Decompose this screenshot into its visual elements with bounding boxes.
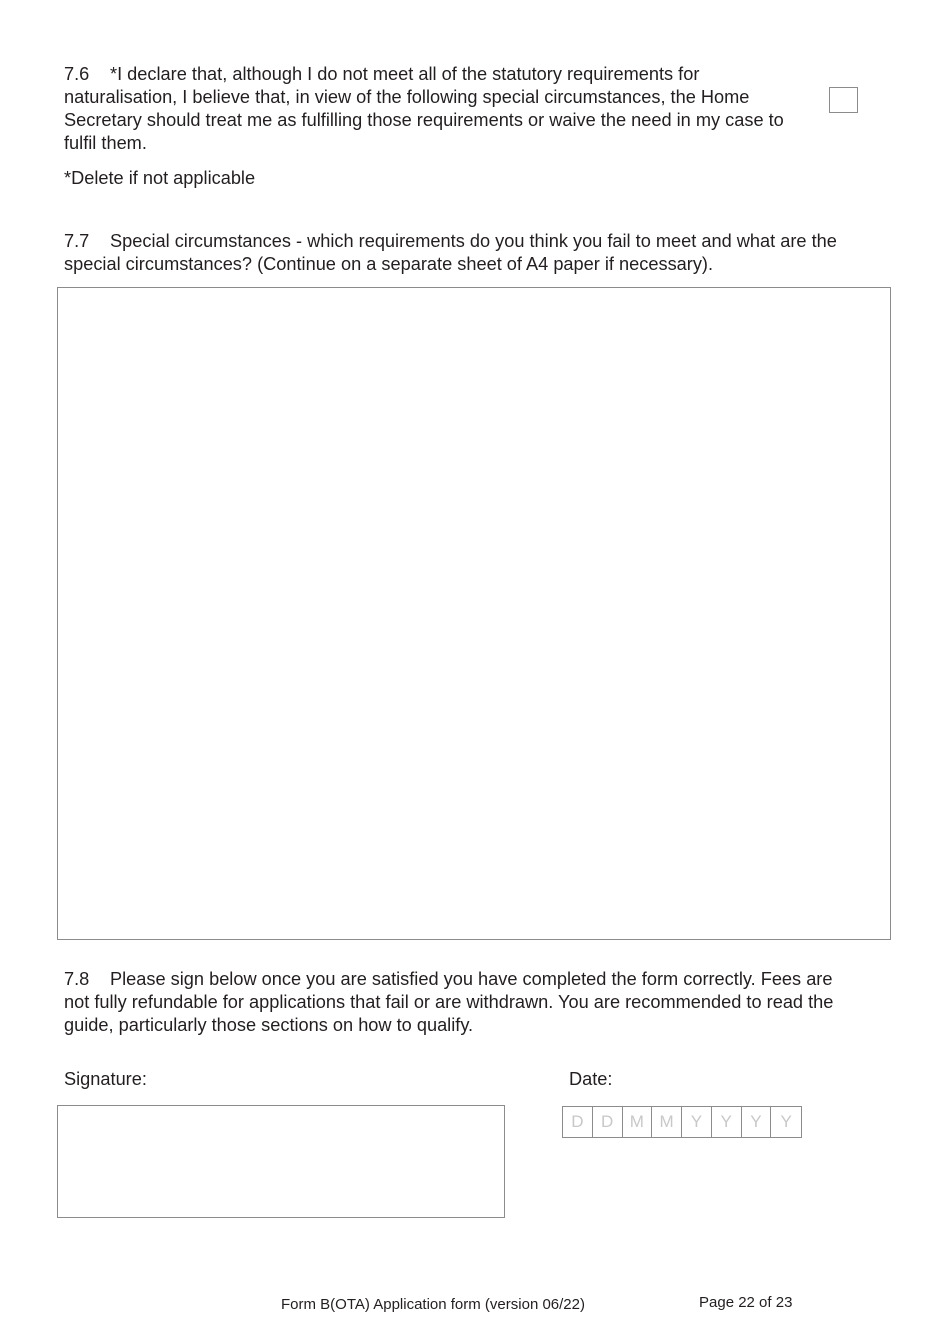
date-year-digit-2[interactable]: Y <box>712 1107 742 1137</box>
question-7-6-line-1: 7.6 *I declare that, although I do not meet all of the statutory requirements for <box>64 64 700 84</box>
question-7-7-line-1: 7.7 Special circumstances - which requirements do you think you fail to meet and what are the <box>64 231 837 251</box>
special-circumstances-field[interactable] <box>57 287 891 940</box>
question-7-6-line-3: Secretary should treat me as fulfilling those requirements or waive the need in my case to <box>64 110 784 130</box>
question-7-6-line-2: naturalisation, I believe that, in view of the following special circumstances, the Home <box>64 87 750 107</box>
date-year-digit-4[interactable]: Y <box>780 1112 792 1131</box>
question-7-8 <box>64 968 894 1037</box>
signature-field[interactable] <box>57 1105 505 1218</box>
date-month-digit-1[interactable]: M <box>623 1107 653 1137</box>
date-field[interactable] <box>562 1106 802 1138</box>
footer-form-name: Form B(OTA) Application form (version 06/22) <box>281 1296 585 1313</box>
question-7-7 <box>64 230 894 276</box>
question-number: 7.7 <box>64 231 90 251</box>
date-label: Date: <box>569 1069 613 1089</box>
date-year-digit-1[interactable]: Y <box>682 1107 712 1137</box>
delete-note: *Delete if not applicable <box>64 168 256 188</box>
date-day-digit-1[interactable]: D <box>563 1107 593 1137</box>
question-number: 7.8 <box>64 969 90 989</box>
question-7-8-line-1: 7.8 Please sign below once you are satisfied you have completed the form correctly. Fees are <box>64 969 833 989</box>
footer-page-number: Page 22 of 23 <box>699 1294 793 1311</box>
date-day-digit-2[interactable]: D <box>593 1107 623 1137</box>
question-number: 7.6 <box>64 64 90 84</box>
question-7-6-line-4: fulfil them. <box>64 133 147 153</box>
date-month-digit-2[interactable]: M <box>652 1107 682 1137</box>
question-7-8-line-3: guide, particularly those sections on how to qualify. <box>64 1015 474 1035</box>
date-year-digit-3[interactable]: Y <box>742 1107 772 1137</box>
question-7-8-line-2: not fully refundable for applications that fail or are withdrawn. You are recommended to read the <box>64 992 834 1012</box>
special-circumstances-checkbox[interactable] <box>829 87 858 113</box>
signature-label: Signature: <box>64 1069 147 1089</box>
question-7-6 <box>64 63 834 155</box>
question-7-7-line-2: special circumstances? (Continue on a separate sheet of A4 paper if necessary). <box>64 254 714 274</box>
